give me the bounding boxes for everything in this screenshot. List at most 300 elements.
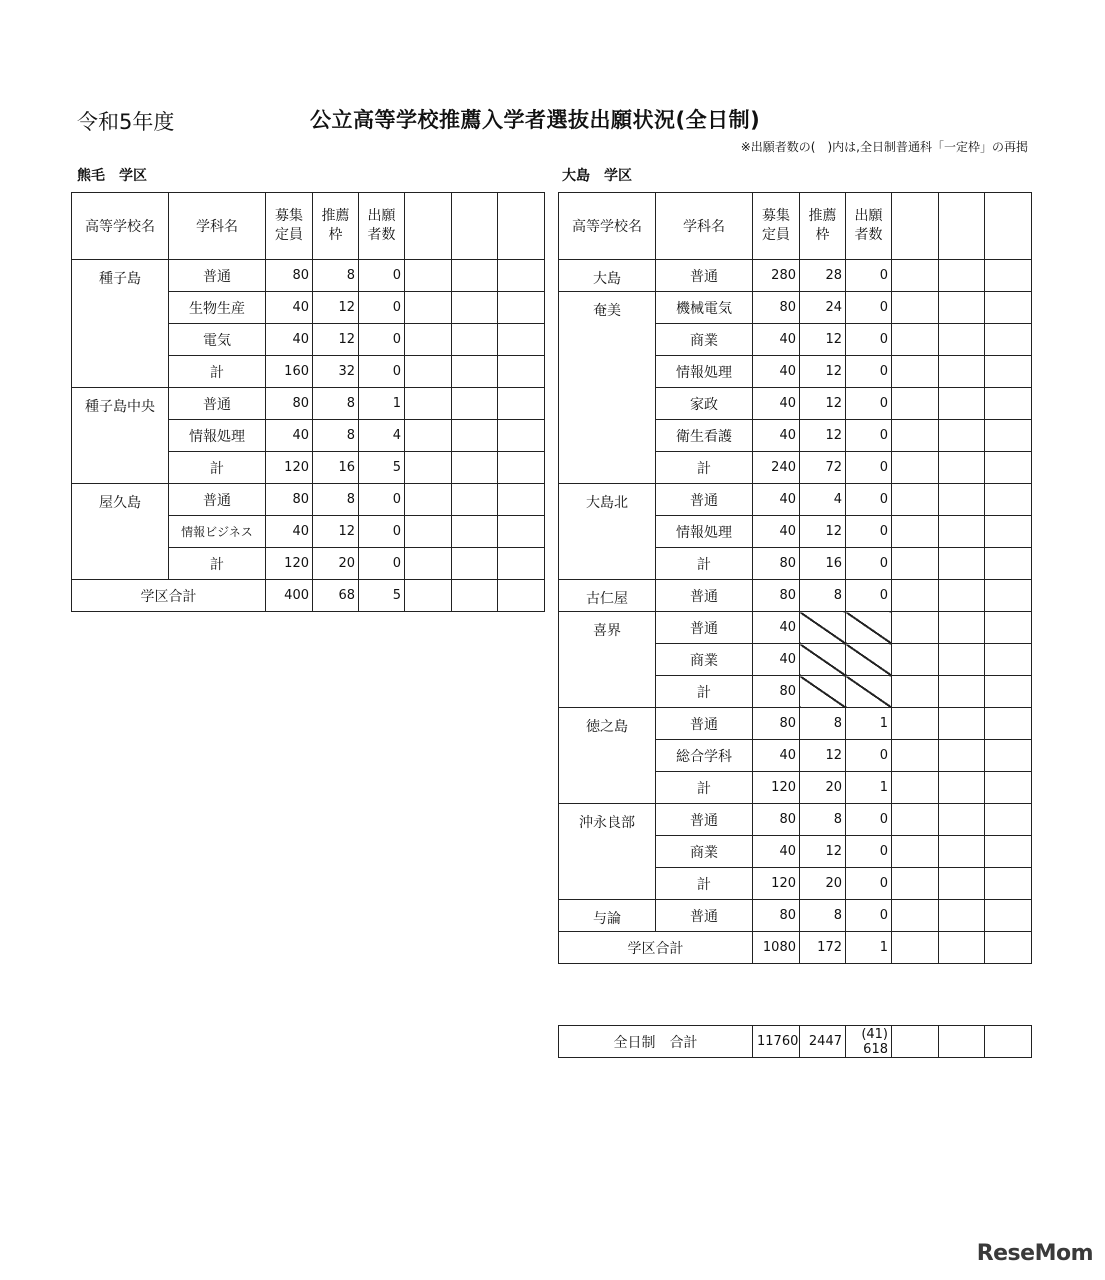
blank-cell: [498, 580, 545, 612]
blank-cell: [939, 516, 985, 548]
table-row: [559, 260, 1032, 292]
app-value: 0: [359, 516, 405, 548]
district-label-kumage: 熊毛 学区: [77, 168, 147, 184]
rec-value: 72: [800, 452, 846, 484]
capacity-value: 80: [753, 900, 800, 932]
blank-cell: [985, 708, 1032, 740]
blank-cell: [985, 580, 1032, 612]
app-value-slashed: [846, 676, 892, 708]
blank-cell: [985, 484, 1032, 516]
table-row: [559, 292, 1032, 324]
capacity-value: 80: [753, 804, 800, 836]
app-value: 0: [846, 484, 892, 516]
col-rec-line1: 推薦: [808, 208, 837, 224]
blank-cell: [892, 388, 939, 420]
resemom-logo: [977, 1241, 1093, 1266]
app-value: 0: [846, 548, 892, 580]
school-name: 種子島: [72, 260, 169, 388]
rec-value: 24: [800, 292, 846, 324]
resemom-logo-text: ReseMom: [976, 1241, 1093, 1266]
table-row: [559, 900, 1032, 932]
rec-value: 8: [313, 484, 359, 516]
app-value: 0: [359, 324, 405, 356]
capacity-value: 40: [753, 484, 800, 516]
blank-cell: [892, 612, 939, 644]
capacity-value: 40: [753, 612, 800, 644]
blank-cell: [939, 740, 985, 772]
col-dept-header: 学科名: [656, 193, 753, 260]
app-value: 0: [846, 260, 892, 292]
rec-value-slashed: [800, 644, 846, 676]
blank-cell: [985, 548, 1032, 580]
dept-name: 普通: [656, 260, 753, 292]
capacity-value: 80: [266, 484, 313, 516]
dept-name: 計: [656, 548, 753, 580]
rec-value: 12: [800, 836, 846, 868]
app-value: 0: [846, 740, 892, 772]
blank-cell: [892, 900, 939, 932]
blank-cell: [892, 580, 939, 612]
blank-cell: [985, 836, 1032, 868]
rec-value: 20: [800, 868, 846, 900]
page-title: 公立高等学校推薦入学者選抜出願状況(全日制): [310, 108, 761, 132]
dept-name: 普通: [169, 260, 266, 292]
capacity-value: 80: [753, 676, 800, 708]
capacity-value: 40: [266, 516, 313, 548]
app-value: 0: [359, 260, 405, 292]
blank-cell: [892, 548, 939, 580]
blank-cell: [939, 708, 985, 740]
col-app-header: [359, 193, 405, 260]
dept-name: 衛生看護: [656, 420, 753, 452]
blank-cell: [452, 324, 498, 356]
blank-cell: [452, 193, 498, 260]
blank-cell: [405, 452, 452, 484]
blank-cell: [985, 1026, 1032, 1058]
rec-value: 28: [800, 260, 846, 292]
blank-cell: [405, 516, 452, 548]
blank-cell: [892, 452, 939, 484]
grand-total-table: [558, 1025, 1032, 1058]
blank-cell: [892, 868, 939, 900]
blank-cell: [985, 804, 1032, 836]
dept-name: 電気: [169, 324, 266, 356]
dept-name: 生物生産: [169, 292, 266, 324]
rec-value: 8: [313, 388, 359, 420]
rec-value: 12: [800, 388, 846, 420]
school-name: 奄美: [559, 292, 656, 484]
app-value: 0: [846, 836, 892, 868]
blank-cell: [892, 644, 939, 676]
app-value: 1: [359, 388, 405, 420]
blank-cell: [939, 548, 985, 580]
rec-value: 8: [800, 900, 846, 932]
capacity-value: 1080: [753, 932, 800, 964]
app-paren-value: (41): [861, 1026, 888, 1042]
blank-cell: [892, 676, 939, 708]
blank-cell: [985, 292, 1032, 324]
blank-cell: [939, 420, 985, 452]
blank-cell: [405, 580, 452, 612]
rec-value: 8: [313, 260, 359, 292]
blank-cell: [498, 420, 545, 452]
blank-cell: [892, 740, 939, 772]
col-capacity-line1: 募集: [275, 208, 303, 224]
school-name: 徳之島: [559, 708, 656, 804]
blank-cell: [405, 193, 452, 260]
capacity-value: 240: [753, 452, 800, 484]
rec-value: 20: [800, 772, 846, 804]
school-name: 喜界: [559, 612, 656, 708]
blank-cell: [452, 516, 498, 548]
capacity-value: 80: [266, 260, 313, 292]
capacity-value: 80: [753, 708, 800, 740]
app-value: 0: [846, 356, 892, 388]
dept-name: 普通: [169, 388, 266, 420]
capacity-value: 40: [753, 356, 800, 388]
blank-cell: [405, 420, 452, 452]
dept-name: 計: [169, 548, 266, 580]
app-value: 0: [359, 292, 405, 324]
table-row: [72, 260, 545, 292]
blank-cell: [498, 193, 545, 260]
blank-cell: [892, 292, 939, 324]
rec-value: 32: [313, 356, 359, 388]
blank-cell: [985, 324, 1032, 356]
rec-value: 16: [800, 548, 846, 580]
blank-cell: [498, 516, 545, 548]
app-value: 0: [846, 516, 892, 548]
dept-name: 普通: [656, 580, 753, 612]
blank-cell: [498, 356, 545, 388]
col-capacity-header: [753, 193, 800, 260]
table-row: [559, 484, 1032, 516]
app-value: 0: [846, 900, 892, 932]
col-capacity-line2: 定員: [762, 227, 790, 243]
blank-cell: [452, 548, 498, 580]
blank-cell: [892, 193, 939, 260]
blank-cell: [939, 260, 985, 292]
blank-cell: [939, 388, 985, 420]
capacity-value: 40: [753, 388, 800, 420]
school-name: 種子島中央: [72, 388, 169, 484]
school-name: 沖永良部: [559, 804, 656, 900]
capacity-value: 280: [753, 260, 800, 292]
dept-name: 計: [169, 452, 266, 484]
dept-name: 総合学科: [656, 740, 753, 772]
school-name: 大島: [559, 260, 656, 292]
app-value: 4: [359, 420, 405, 452]
blank-cell: [452, 484, 498, 516]
blank-cell: [939, 612, 985, 644]
rec-value: 4: [800, 484, 846, 516]
capacity-value: 40: [753, 516, 800, 548]
capacity-value: 80: [753, 548, 800, 580]
blank-cell: [892, 772, 939, 804]
table-row: [559, 612, 1032, 644]
capacity-value: 40: [753, 324, 800, 356]
rec-value: 68: [313, 580, 359, 612]
app-value: 5: [359, 452, 405, 484]
kumage-table: [71, 192, 545, 612]
col-app-line2: 者数: [367, 227, 396, 243]
blank-cell: [985, 932, 1032, 964]
blank-cell: [985, 516, 1032, 548]
blank-cell: [939, 868, 985, 900]
rec-value: 8: [800, 708, 846, 740]
capacity-value: 160: [266, 356, 313, 388]
rec-value: 2447: [800, 1026, 846, 1058]
rec-value: 12: [313, 516, 359, 548]
blank-cell: [892, 708, 939, 740]
blank-cell: [892, 324, 939, 356]
blank-cell: [939, 836, 985, 868]
col-school-header: 高等学校名: [72, 193, 169, 260]
blank-cell: [452, 388, 498, 420]
col-rec-line2: 枠: [328, 227, 343, 243]
app-value: 0: [846, 420, 892, 452]
blank-cell: [939, 452, 985, 484]
blank-cell: [892, 516, 939, 548]
blank-cell: [452, 292, 498, 324]
app-value: 0: [846, 868, 892, 900]
dept-name: 情報処理: [656, 356, 753, 388]
blank-cell: [985, 644, 1032, 676]
district-total-row: [72, 580, 545, 612]
school-name: 与論: [559, 900, 656, 932]
blank-cell: [405, 292, 452, 324]
blank-cell: [405, 484, 452, 516]
capacity-value: 40: [266, 292, 313, 324]
blank-cell: [939, 356, 985, 388]
capacity-value: 120: [753, 772, 800, 804]
blank-cell: [985, 676, 1032, 708]
blank-cell: [892, 1026, 939, 1058]
capacity-value: 400: [266, 580, 313, 612]
school-name: 古仁屋: [559, 580, 656, 612]
col-app-line1: 出願: [854, 208, 883, 224]
blank-cell: [939, 1026, 985, 1058]
table-row: [559, 580, 1032, 612]
capacity-value: 120: [266, 548, 313, 580]
capacity-value: 40: [266, 420, 313, 452]
capacity-value: 11760: [753, 1026, 800, 1058]
blank-cell: [405, 356, 452, 388]
col-capacity-header: [266, 193, 313, 260]
capacity-value: 40: [266, 324, 313, 356]
dept-name: 普通: [656, 708, 753, 740]
blank-cell: [452, 260, 498, 292]
dept-name: 計: [656, 676, 753, 708]
oshima-table: [558, 192, 1032, 964]
capacity-value: 120: [266, 452, 313, 484]
blank-cell: [892, 356, 939, 388]
col-rec-line2: 枠: [815, 227, 830, 243]
blank-cell: [985, 868, 1032, 900]
blank-cell: [985, 452, 1032, 484]
district-total-label: 学区合計: [72, 580, 266, 612]
blank-cell: [892, 836, 939, 868]
table-row: [72, 484, 545, 516]
blank-cell: [939, 324, 985, 356]
dept-name: 普通: [169, 484, 266, 516]
blank-cell: [985, 388, 1032, 420]
capacity-value: 40: [753, 644, 800, 676]
dept-name: 計: [656, 868, 753, 900]
dept-name: 情報処理: [656, 516, 753, 548]
table-row: [559, 708, 1032, 740]
district-label-oshima: 大島 学区: [562, 168, 632, 184]
app-value-slashed: [846, 644, 892, 676]
app-value: 1: [846, 708, 892, 740]
app-value: 1: [846, 772, 892, 804]
dept-name: 計: [656, 772, 753, 804]
dept-name: 機械電気: [656, 292, 753, 324]
blank-cell: [939, 900, 985, 932]
district-total-label: 学区合計: [559, 932, 753, 964]
blank-cell: [405, 388, 452, 420]
col-dept-header: 学科名: [169, 193, 266, 260]
dept-name: 情報ビジネス: [169, 516, 266, 548]
col-app-header: [846, 193, 892, 260]
blank-cell: [892, 804, 939, 836]
rec-value: 12: [800, 740, 846, 772]
rec-value: 8: [800, 804, 846, 836]
table-row: [72, 388, 545, 420]
dept-name: 情報処理: [169, 420, 266, 452]
blank-cell: [985, 193, 1032, 260]
capacity-value: 40: [753, 420, 800, 452]
blank-cell: [939, 676, 985, 708]
blank-cell: [892, 420, 939, 452]
rec-value-slashed: [800, 612, 846, 644]
blank-cell: [939, 193, 985, 260]
header-row: [559, 193, 1032, 260]
grand-total-row: [559, 1026, 1032, 1058]
blank-cell: [985, 356, 1032, 388]
capacity-value: 80: [753, 580, 800, 612]
rec-value: 12: [313, 292, 359, 324]
blank-cell: [498, 452, 545, 484]
app-value: 0: [846, 388, 892, 420]
blank-cell: [939, 292, 985, 324]
district-total-row: [559, 932, 1032, 964]
rec-value: 12: [800, 420, 846, 452]
blank-cell: [452, 580, 498, 612]
header-row: [72, 193, 545, 260]
dept-name: 家政: [656, 388, 753, 420]
col-app-line1: 出願: [367, 208, 396, 224]
dept-name: 商業: [656, 324, 753, 356]
blank-cell: [985, 260, 1032, 292]
col-capacity-line1: 募集: [762, 208, 790, 224]
rec-value: 16: [313, 452, 359, 484]
col-rec-line1: 推薦: [321, 208, 350, 224]
col-rec-header: [313, 193, 359, 260]
blank-cell: [498, 292, 545, 324]
rec-value: 12: [800, 356, 846, 388]
app-value: 0: [846, 804, 892, 836]
dept-name: 普通: [656, 612, 753, 644]
footnote: ※出願者数の( )内は,全日制普通科「一定枠」の再掲: [740, 140, 1028, 154]
dept-name: 普通: [656, 484, 753, 516]
app-value-slashed: [846, 612, 892, 644]
rec-value-slashed: [800, 676, 846, 708]
app-value: [846, 1026, 892, 1058]
app-value: 0: [359, 484, 405, 516]
capacity-value: 80: [753, 292, 800, 324]
app-value: 1: [846, 932, 892, 964]
app-value: 0: [359, 356, 405, 388]
col-capacity-line2: 定員: [275, 227, 303, 243]
dept-name: 商業: [656, 836, 753, 868]
rec-value: 12: [313, 324, 359, 356]
school-name: 屋久島: [72, 484, 169, 580]
capacity-value: 40: [753, 740, 800, 772]
dept-name: 計: [169, 356, 266, 388]
app-value: 0: [846, 324, 892, 356]
app-total-value: 618: [863, 1041, 888, 1057]
blank-cell: [405, 324, 452, 356]
blank-cell: [985, 772, 1032, 804]
blank-cell: [939, 804, 985, 836]
blank-cell: [405, 260, 452, 292]
blank-cell: [405, 548, 452, 580]
blank-cell: [939, 484, 985, 516]
capacity-value: 80: [266, 388, 313, 420]
app-value: 5: [359, 580, 405, 612]
blank-cell: [892, 260, 939, 292]
rec-value: 20: [313, 548, 359, 580]
app-value: 0: [359, 548, 405, 580]
blank-cell: [939, 644, 985, 676]
era-label: 令和5年度: [77, 110, 175, 134]
app-value: 0: [846, 452, 892, 484]
dept-name: 普通: [656, 804, 753, 836]
rec-value: 8: [313, 420, 359, 452]
blank-cell: [498, 484, 545, 516]
blank-cell: [939, 932, 985, 964]
app-value: 0: [846, 292, 892, 324]
col-school-header: 高等学校名: [559, 193, 656, 260]
grand-total-label: 全日制 合計: [559, 1026, 753, 1058]
blank-cell: [892, 932, 939, 964]
blank-cell: [939, 580, 985, 612]
blank-cell: [452, 420, 498, 452]
blank-cell: [985, 900, 1032, 932]
blank-cell: [985, 612, 1032, 644]
blank-cell: [498, 260, 545, 292]
blank-cell: [498, 388, 545, 420]
blank-cell: [985, 740, 1032, 772]
rec-value: 172: [800, 932, 846, 964]
dept-name: 普通: [656, 900, 753, 932]
blank-cell: [452, 452, 498, 484]
blank-cell: [452, 356, 498, 388]
blank-cell: [892, 484, 939, 516]
col-rec-header: [800, 193, 846, 260]
blank-cell: [498, 548, 545, 580]
dept-name: 計: [656, 452, 753, 484]
capacity-value: 40: [753, 836, 800, 868]
table-row: [559, 804, 1032, 836]
rec-value: 12: [800, 324, 846, 356]
capacity-value: 120: [753, 868, 800, 900]
rec-value: 12: [800, 516, 846, 548]
rec-value: 8: [800, 580, 846, 612]
school-name: 大島北: [559, 484, 656, 580]
col-app-line2: 者数: [854, 227, 883, 243]
